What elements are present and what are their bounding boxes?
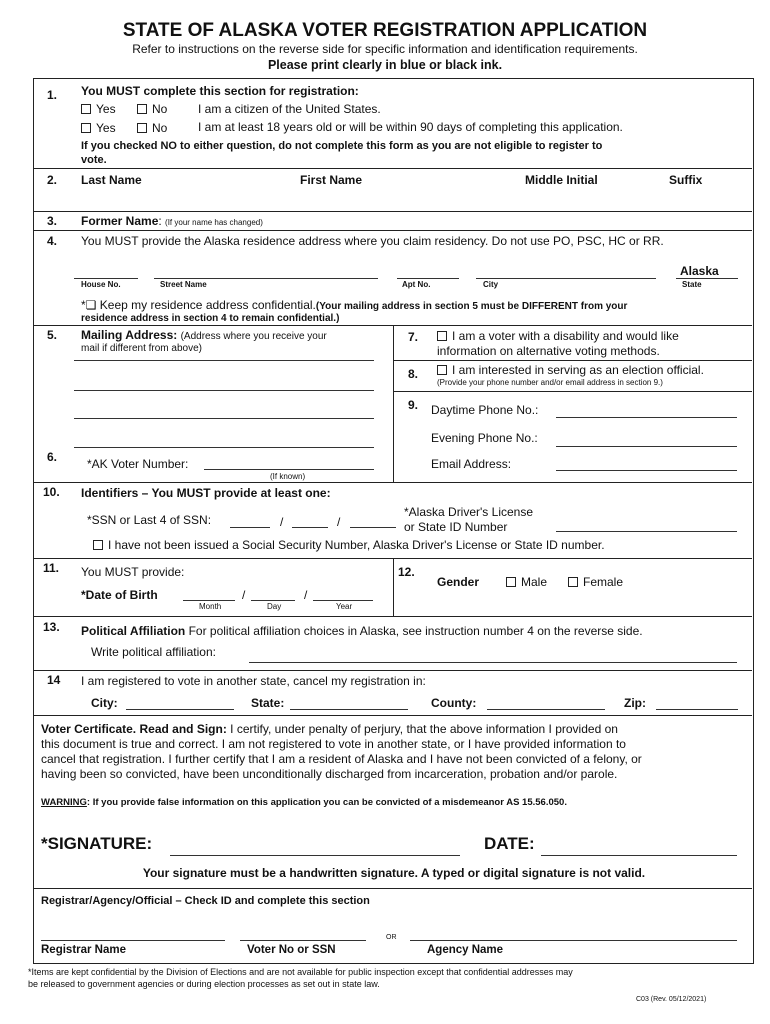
house-no-label[interactable]: House No. — [81, 280, 121, 289]
no-label: No — [152, 121, 168, 135]
s1-warning-line2: vote. — [81, 154, 107, 166]
voter-no-field[interactable] — [240, 940, 366, 941]
state-value-alaska: Alaska — [680, 264, 719, 278]
print-note: Please print clearly in blue or black ink. — [267, 58, 503, 72]
city-label[interactable]: City — [483, 280, 499, 289]
no-id-checkbox[interactable] — [93, 538, 605, 552]
agency-name-label: Agency Name — [427, 944, 504, 956]
s1-q1-yes[interactable] — [81, 102, 116, 116]
month-label: Month — [199, 602, 222, 611]
mailing-address-line4[interactable] — [74, 447, 374, 448]
s14-city-field[interactable] — [126, 709, 234, 710]
form-code: C03 (Rev. 05/12/2021) — [636, 996, 707, 1003]
mailing-address-label — [81, 328, 327, 342]
ssn-field-1[interactable] — [230, 527, 270, 528]
s14-state-field[interactable] — [290, 709, 408, 710]
s1-q2-yes[interactable] — [81, 121, 116, 135]
disability-line1: I am a voter with a disability and would like — [452, 329, 679, 343]
s14-zip-field[interactable] — [656, 709, 738, 710]
s2-number: 2. — [47, 173, 58, 187]
certificate-line1 — [41, 722, 618, 736]
daytime-phone-label: Daytime Phone No.: — [431, 403, 539, 417]
dob-year-field[interactable] — [313, 600, 373, 601]
s10-number: 10. — [43, 485, 60, 499]
checkbox-icon[interactable] — [137, 123, 147, 133]
political-affiliation-instruction: For political affiliation choices in Alaska, see instruction number 4 on the reverse side. — [188, 624, 643, 638]
s9-number: 9. — [408, 398, 419, 412]
s14-county-field[interactable] — [487, 709, 605, 710]
ssn-slash: / — [337, 515, 341, 529]
ssn-field-3[interactable] — [350, 527, 396, 528]
date-field[interactable] — [541, 855, 737, 856]
s14-state-label: State: — [251, 696, 285, 710]
election-official-checkbox[interactable] — [437, 363, 704, 377]
political-affiliation-field[interactable] — [249, 662, 737, 663]
ssn-slash: / — [280, 515, 284, 529]
certificate-line4: having been so convicted, have been unconditionally discharged from incarceration, probation and/or parole. — [41, 767, 618, 781]
date-of-birth-label: *Date of Birth — [81, 588, 158, 602]
daytime-phone-field[interactable] — [556, 417, 737, 418]
dob-day-field[interactable] — [251, 600, 295, 601]
political-affiliation-heading: Political Affiliation — [81, 624, 186, 638]
signature-field[interactable] — [170, 855, 460, 856]
ssn-label: *SSN or Last 4 of SSN: — [87, 513, 212, 527]
mailing-address-line3[interactable] — [74, 418, 374, 419]
former-name-hint: (If your name has changed) — [165, 218, 263, 227]
s4-number: 4. — [47, 234, 58, 248]
checkbox-icon[interactable] — [506, 577, 516, 587]
registrar-heading: Registrar/Agency/Official – Check ID and complete this section — [41, 895, 370, 907]
checkbox-icon[interactable] — [93, 540, 103, 550]
voter-no-label: Voter No or SSN — [247, 944, 336, 956]
warning-text — [41, 797, 567, 808]
evening-phone-field[interactable] — [556, 446, 737, 447]
gender-label: Gender — [437, 575, 480, 589]
s5-number: 5. — [47, 328, 58, 342]
checkbox-icon[interactable] — [568, 577, 578, 587]
mailing-address-line2[interactable] — [74, 390, 374, 391]
female-label: Female — [583, 575, 624, 589]
no-label: No — [152, 102, 168, 116]
confidential-note-line2: residence address in section 4 to remain confidential.) — [81, 313, 340, 324]
s1-number: 1. — [47, 88, 58, 102]
year-label: Year — [336, 602, 353, 611]
middle-initial-label[interactable]: Middle Initial — [525, 173, 598, 187]
date-label: DATE: — [484, 834, 535, 853]
s1-q2-no[interactable] — [137, 121, 167, 135]
s11-provide: You MUST provide: — [81, 565, 185, 579]
certificate-heading: Voter Certificate. Read and Sign: — [41, 722, 227, 736]
s4-instruction: You MUST provide the Alaska residence address where you claim residency. Do not use PO, PSC, HC or RR. — [81, 234, 664, 248]
former-name-label: Former Name — [81, 214, 159, 228]
dl-label-line1: *Alaska Driver's License — [404, 505, 534, 519]
registrar-name-label: Registrar Name — [41, 944, 127, 956]
s14-county-label: County: — [431, 696, 477, 710]
dob-month-field[interactable] — [183, 600, 235, 601]
checkbox-icon[interactable] — [437, 331, 447, 341]
s1-q1-no[interactable] — [137, 102, 167, 116]
dl-label-line2: or State ID Number — [404, 520, 508, 534]
male-label: Male — [521, 575, 548, 589]
dob-slash: / — [242, 588, 246, 602]
confidential-note: (Your mailing address in section 5 must be DIFFERENT from your — [315, 301, 628, 312]
s3-number: 3. — [47, 214, 58, 228]
s1-q1-text: I am a citizen of the United States. — [198, 102, 381, 116]
dob-slash: / — [304, 588, 308, 602]
evening-phone-label: Evening Phone No.: — [431, 431, 538, 445]
signature-label: *SIGNATURE: — [41, 834, 153, 853]
checkbox-icon[interactable] — [81, 104, 91, 114]
mailing-address-title: Mailing Address: — [81, 328, 178, 342]
footer-line2: be released to government agencies or during election processes as set out in state law. — [28, 979, 380, 989]
certificate-line2: this document is true and correct. I am not registered to vote in another state, or I have provided information to — [41, 737, 626, 751]
or-label: OR — [386, 934, 397, 941]
suffix-label[interactable]: Suffix — [669, 173, 703, 187]
election-official-line1: I am interested in serving as an election official. — [452, 363, 704, 377]
mailing-address-hint2: mail if different from above) — [81, 343, 202, 354]
s14-text: I am registered to vote in another state, cancel my registration in: — [81, 674, 426, 688]
s1-heading: You MUST complete this section for registration: — [81, 84, 359, 98]
warning-body: : If you provide false information on this application you can be convicted of a misdemeanor AS 15.56.050. — [86, 797, 567, 808]
keep-confidential-label: *❏ Keep my residence address confidential. — [81, 298, 316, 312]
certificate-text1: I certify, under penalty of perjury, that the above information I provided on — [230, 722, 618, 736]
checkbox-icon[interactable] — [81, 123, 91, 133]
s1-q2-text: I am at least 18 years old or will be within 90 days of completing this application. — [198, 120, 623, 134]
checkbox-icon[interactable] — [137, 104, 147, 114]
yes-label: Yes — [96, 121, 116, 135]
mailing-address-line1[interactable] — [74, 360, 374, 361]
last-name-label[interactable]: Last Name — [81, 173, 142, 187]
s13-number: 13. — [43, 620, 60, 634]
warning-label: WARNING — [41, 797, 87, 808]
footer-line1: *Items are kept confidential by the Division of Elections and are not available for public inspection except that confidential addresses may — [28, 967, 573, 977]
day-label: Day — [267, 602, 282, 611]
mailing-address-hint1: (Address where you receive your — [180, 331, 327, 342]
ssn-field-2[interactable] — [292, 527, 328, 528]
election-official-line2: (Provide your phone number and/or email address in section 9.) — [437, 378, 663, 387]
s14-city-label: City: — [91, 696, 118, 710]
s13-text — [81, 624, 643, 638]
email-label: Email Address: — [431, 457, 512, 471]
certificate-line3: cancel that registration. I further certify that I am a resident of Alaska and I have not been convicted of a felony, or — [41, 752, 642, 766]
s11-number: 11. — [43, 561, 60, 575]
s12-number: 12. — [398, 565, 415, 579]
apt-no-label[interactable]: Apt No. — [402, 280, 431, 289]
registrar-name-field[interactable] — [41, 940, 225, 941]
female-checkbox[interactable] — [568, 575, 623, 589]
checkbox-icon[interactable] — [437, 365, 447, 375]
yes-label: Yes — [96, 102, 116, 116]
disability-checkbox[interactable] — [437, 329, 679, 343]
s14-zip-label: Zip: — [624, 696, 646, 710]
write-affiliation-label: Write political affiliation: — [91, 645, 216, 659]
male-checkbox[interactable] — [506, 575, 547, 589]
page-title: STATE OF ALASKA VOTER REGISTRATION APPLICATION — [122, 20, 648, 41]
s1-warning-line1: If you checked NO to either question, do not complete this form as you are not eligible to register to — [81, 140, 603, 152]
s7-number: 7. — [408, 330, 419, 344]
keep-confidential-checkbox[interactable] — [81, 298, 627, 312]
s8-number: 8. — [408, 367, 419, 381]
if-known-hint: (If known) — [270, 472, 306, 481]
no-id-label: I have not been issued a Social Security Number, Alaska Driver's License or State ID number. — [108, 538, 605, 552]
s10-heading: Identifiers – You MUST provide at least one: — [81, 486, 331, 500]
street-name-label[interactable]: Street Name — [160, 280, 207, 289]
s14-number: 14 — [47, 673, 61, 687]
agency-name-field[interactable] — [410, 940, 737, 941]
signature-note: Your signature must be a handwritten signature. A typed or digital signature is not valid. — [142, 866, 646, 880]
page-subtitle: Refer to instructions on the reverse side for specific information and identification requirements. — [132, 42, 638, 56]
ak-voter-number-label: *AK Voter Number: — [87, 457, 189, 471]
state-label: State — [682, 280, 702, 289]
dl-field[interactable] — [556, 531, 737, 532]
first-name-label[interactable]: First Name — [300, 173, 363, 187]
disability-line2: information on alternative voting methods. — [437, 344, 660, 358]
ak-voter-number-field[interactable] — [204, 469, 374, 470]
former-name-field[interactable]: Former Name: (If your name has changed) — [81, 214, 263, 228]
email-field[interactable] — [556, 470, 737, 471]
s6-number: 6. — [47, 450, 58, 464]
